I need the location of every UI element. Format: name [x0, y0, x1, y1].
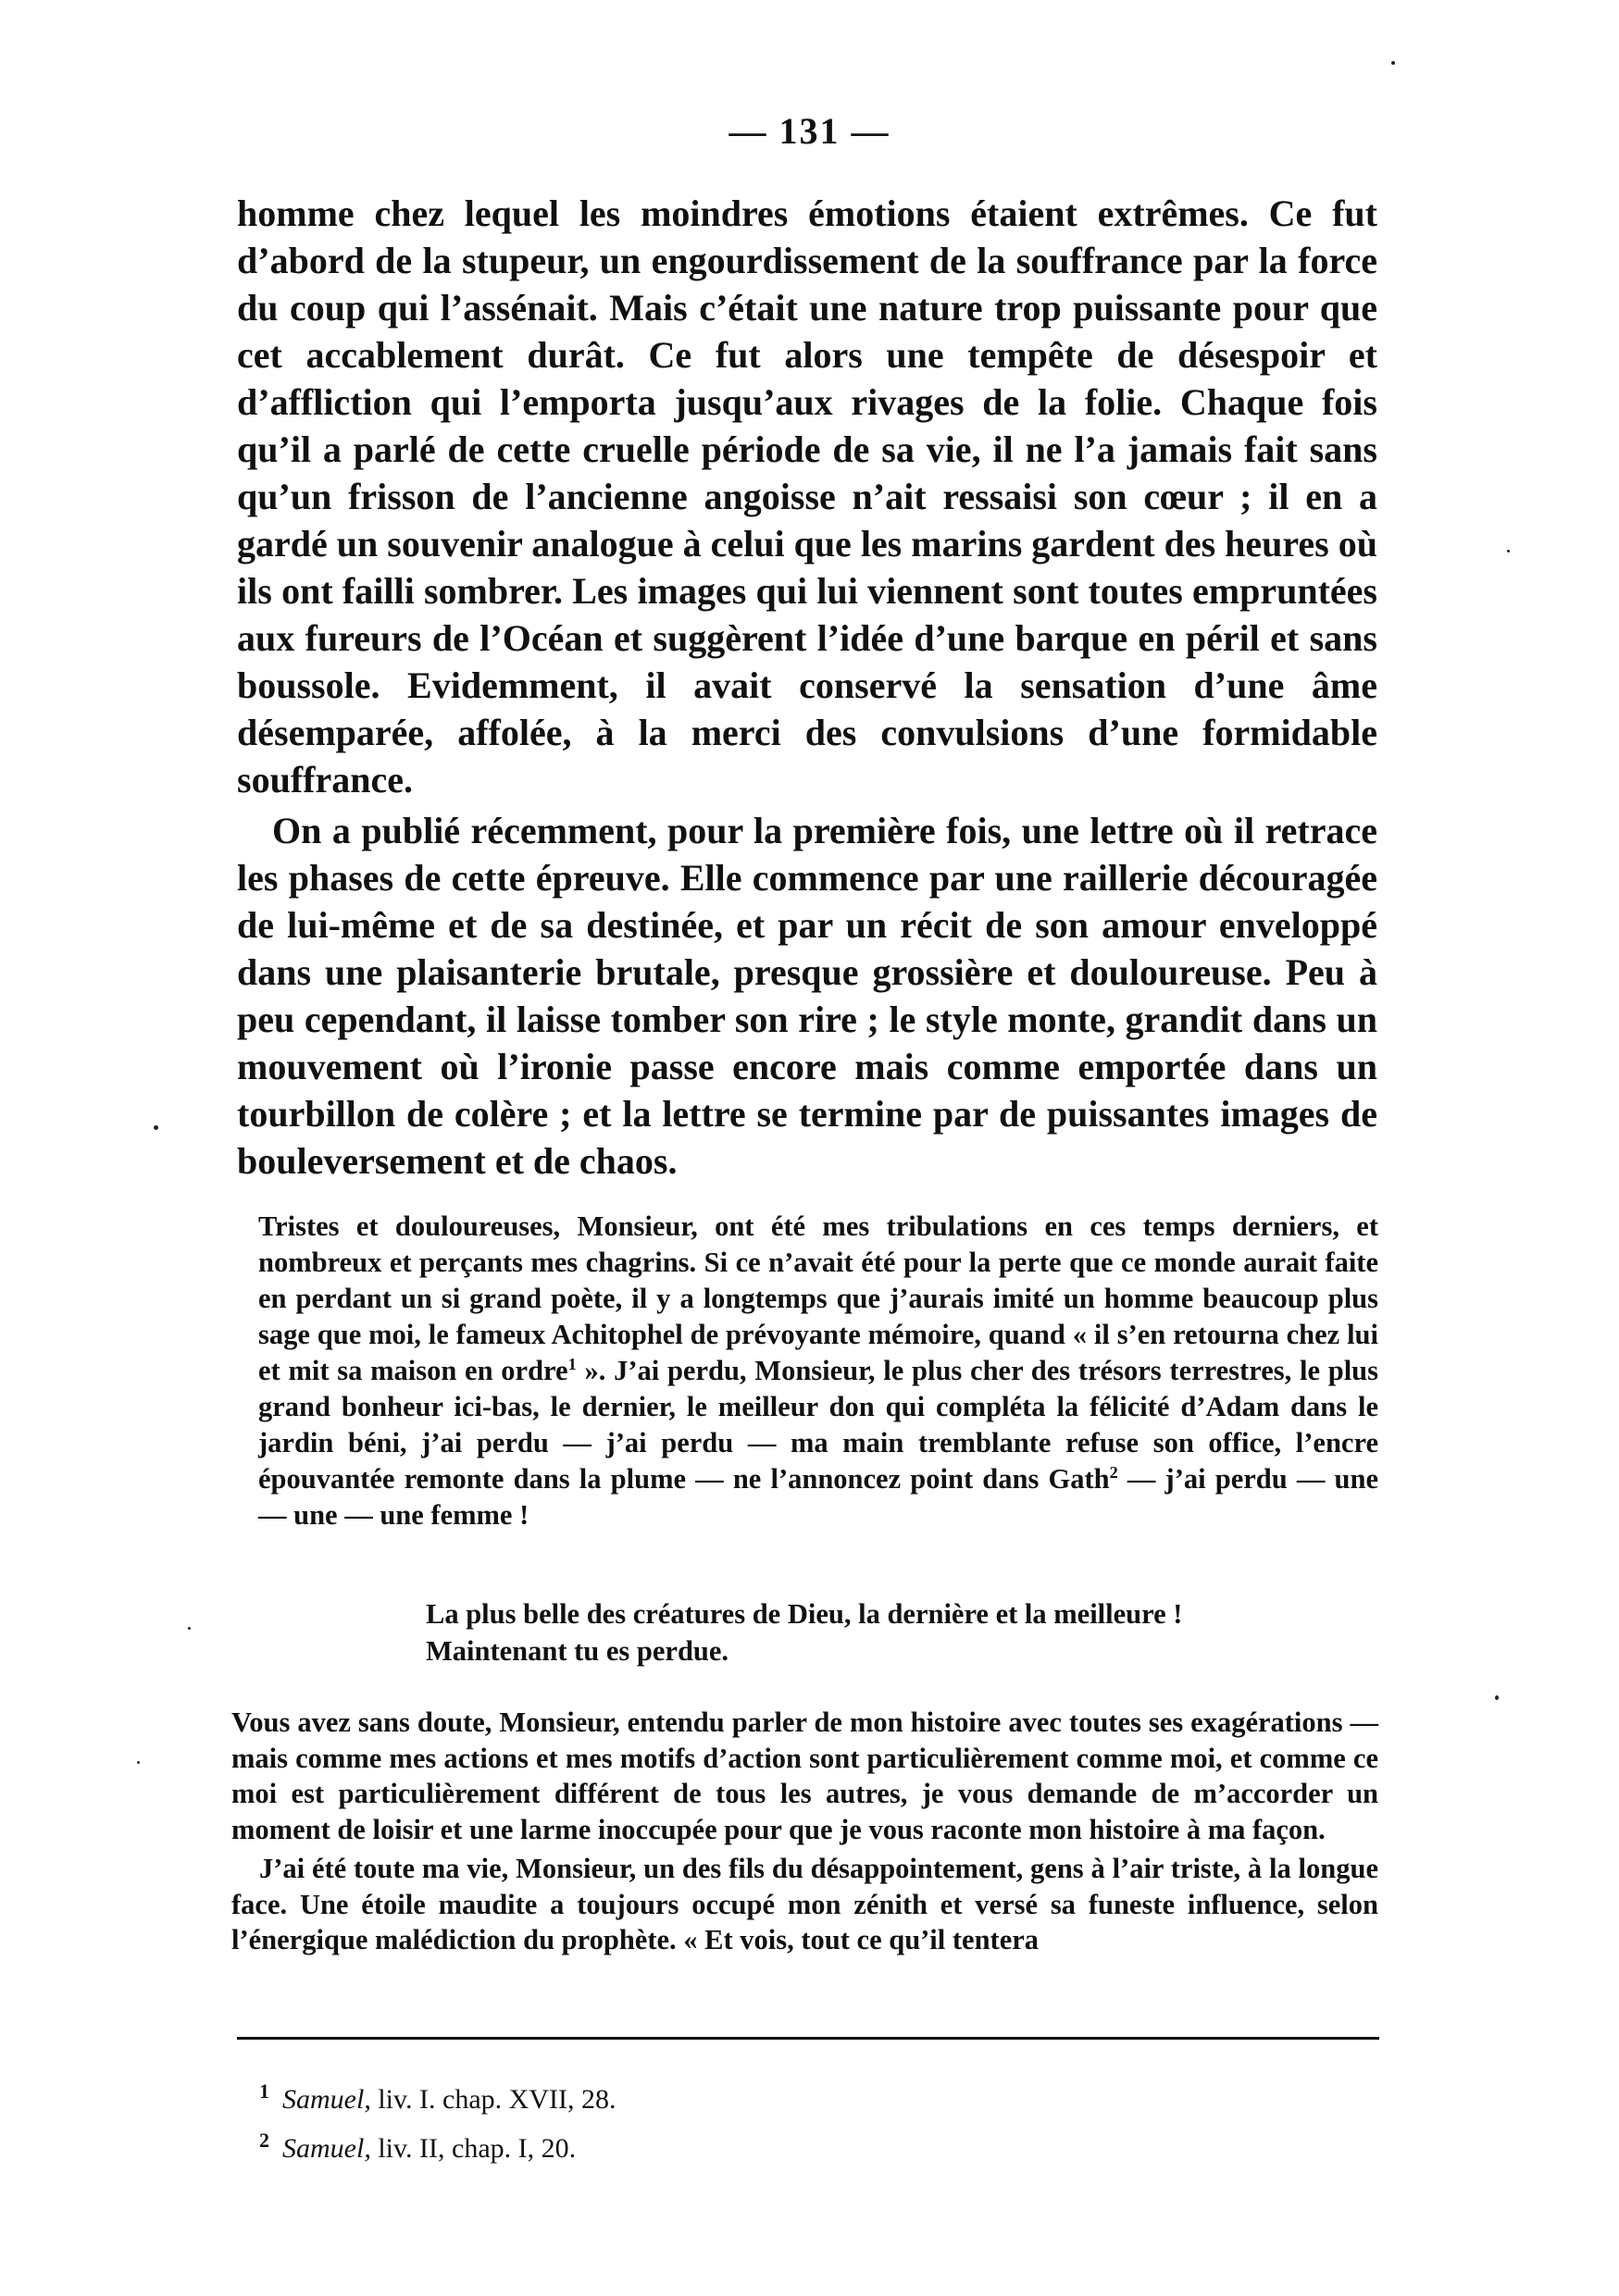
quote-text: ». J’ai perdu, Monsieur, le plus cher des trésors terrestres, le plus grand bonheur ici-bas, le dernier, le meilleur don qui compléta la félicité d’Adam dans le jardin béni, j’ai perdu — j’ai perdu — ma main tremblante refuse son office, l’encre épouvantée remonte dans la plume — ne l’annoncez point dans Gath [258, 1355, 1378, 1495]
scan-speck [137, 1761, 140, 1764]
quote-paragraph [258, 1209, 1378, 1533]
footnote-work: Samuel, [282, 2133, 371, 2164]
footnote [259, 2120, 1185, 2169]
letter-quote-continued [231, 1705, 1378, 1958]
scan-speck [1495, 1695, 1499, 1700]
footnote [259, 2071, 1185, 2120]
footnote-ref: 1 [567, 1354, 577, 1373]
quote-text: — j’ai perdu — une — une — une femme ! [258, 1463, 1378, 1531]
verse-line: Maintenant tu es perdue. [426, 1635, 729, 1667]
footnotes [259, 2071, 1185, 2169]
verse-quote [426, 1595, 1351, 1669]
letter-quote [258, 1209, 1378, 1533]
footnote-reference: liv. I. chap. XVII, 28. [378, 2084, 616, 2115]
footnote-reference: liv. II, chap. I, 20. [378, 2133, 577, 2164]
quote-paragraph: J’ai été toute ma vie, Monsieur, un des fils du désappointement, gens à l’air triste, à la longue face. Une étoile maudite a toujours occupé mon zénith et versé sa funeste influence, selon l’énergique malédiction du prophète. « Et vois, tout ce qu’il tentera [231, 1853, 1378, 1955]
body-paragraph: homme chez lequel les moindres émotions étaient extrêmes. Ce fut d’abord de la stupeur, un engourdissement de la souffrance par la force du coup qui l’assénait. Mais c’était une nature trop puissante pour que cet accablement durât. Ce fut alors une tempête de désespoir et d’affliction qui l’emporta jusqu’aux rivages de la folie. Chaque fois qu’il a parlé de cette cruelle période de sa vie, il ne l’a jamais fait sans qu’un frisson de l’ancienne angoisse n’ait ressaisi son cœur ; il en a gardé un souvenir analogue à celui que les marins gardent des heures où ils ont failli sombrer. Les images qui lui viennent sont toutes empruntées aux fureurs de l’Océan et suggèrent l’idée d’une barque en péril et sans boussole. Evidemment, il avait conservé la sensation d’une âme désemparée, affolée, à la merci des convulsions d’une formidable souffrance. [237, 192, 1377, 800]
footnote-work: Samuel, [282, 2084, 371, 2115]
body-paragraph: On a publié récemment, pour la première fois, une lettre où il retrace les phases de cette épreuve. Elle commence par une raillerie découragée de lui-même et de sa destinée, et par un récit de son amour enveloppé dans une plaisanterie brutale, presque grossière et douloureuse. Peu à peu cependant, il laisse tomber son rire ; le style monte, grandit dans un mouvement où l’ironie passe encore mais comme emportée dans un tourbillon de colère ; et la lettre se termine par de puissantes images de bouleversement et de chaos. [237, 810, 1377, 1182]
scan-speck [154, 1125, 158, 1130]
scan-speck [1391, 61, 1395, 65]
footnote-divider [237, 2037, 1379, 2040]
quote-text: Tristes et douloureuses, Monsieur, ont été mes tribulations en ces temps derniers, et nombreux et perçants mes chagrins. Si ce n’avait été pour la perte que ce monde aurait faite en perdant un si grand poète, il y a longtemps que j’aurais imité un homme beaucoup plus sage que moi, le fameux Achitophel de prévoyante mémoire, quand « il s’en retourna chez lui et mit sa maison en ordre [258, 1210, 1378, 1386]
footnote-number: 2 [259, 2128, 269, 2152]
footnote-number: 1 [259, 2079, 269, 2103]
page-number: — 131 — [729, 110, 890, 152]
main-text [237, 190, 1377, 1185]
scan-speck [1507, 550, 1510, 552]
scan-speck [188, 1627, 191, 1630]
footnote-ref: 2 [1109, 1462, 1118, 1482]
quote-paragraph: Vous avez sans doute, Monsieur, entendu parler de mon histoire avec toutes ses exagérations — mais comme mes actions et mes motifs d’action sont particulièrement comme moi, et comme ce moi est particulièrement différent de tous les autres, je vous demande de m’accorder un moment de loisir et une larme inoccupée pour que je vous raconte mon histoire à ma façon. [231, 1706, 1378, 1845]
verse-line: La plus belle des créatures de Dieu, la dernière et la meilleure ! [426, 1598, 1183, 1630]
